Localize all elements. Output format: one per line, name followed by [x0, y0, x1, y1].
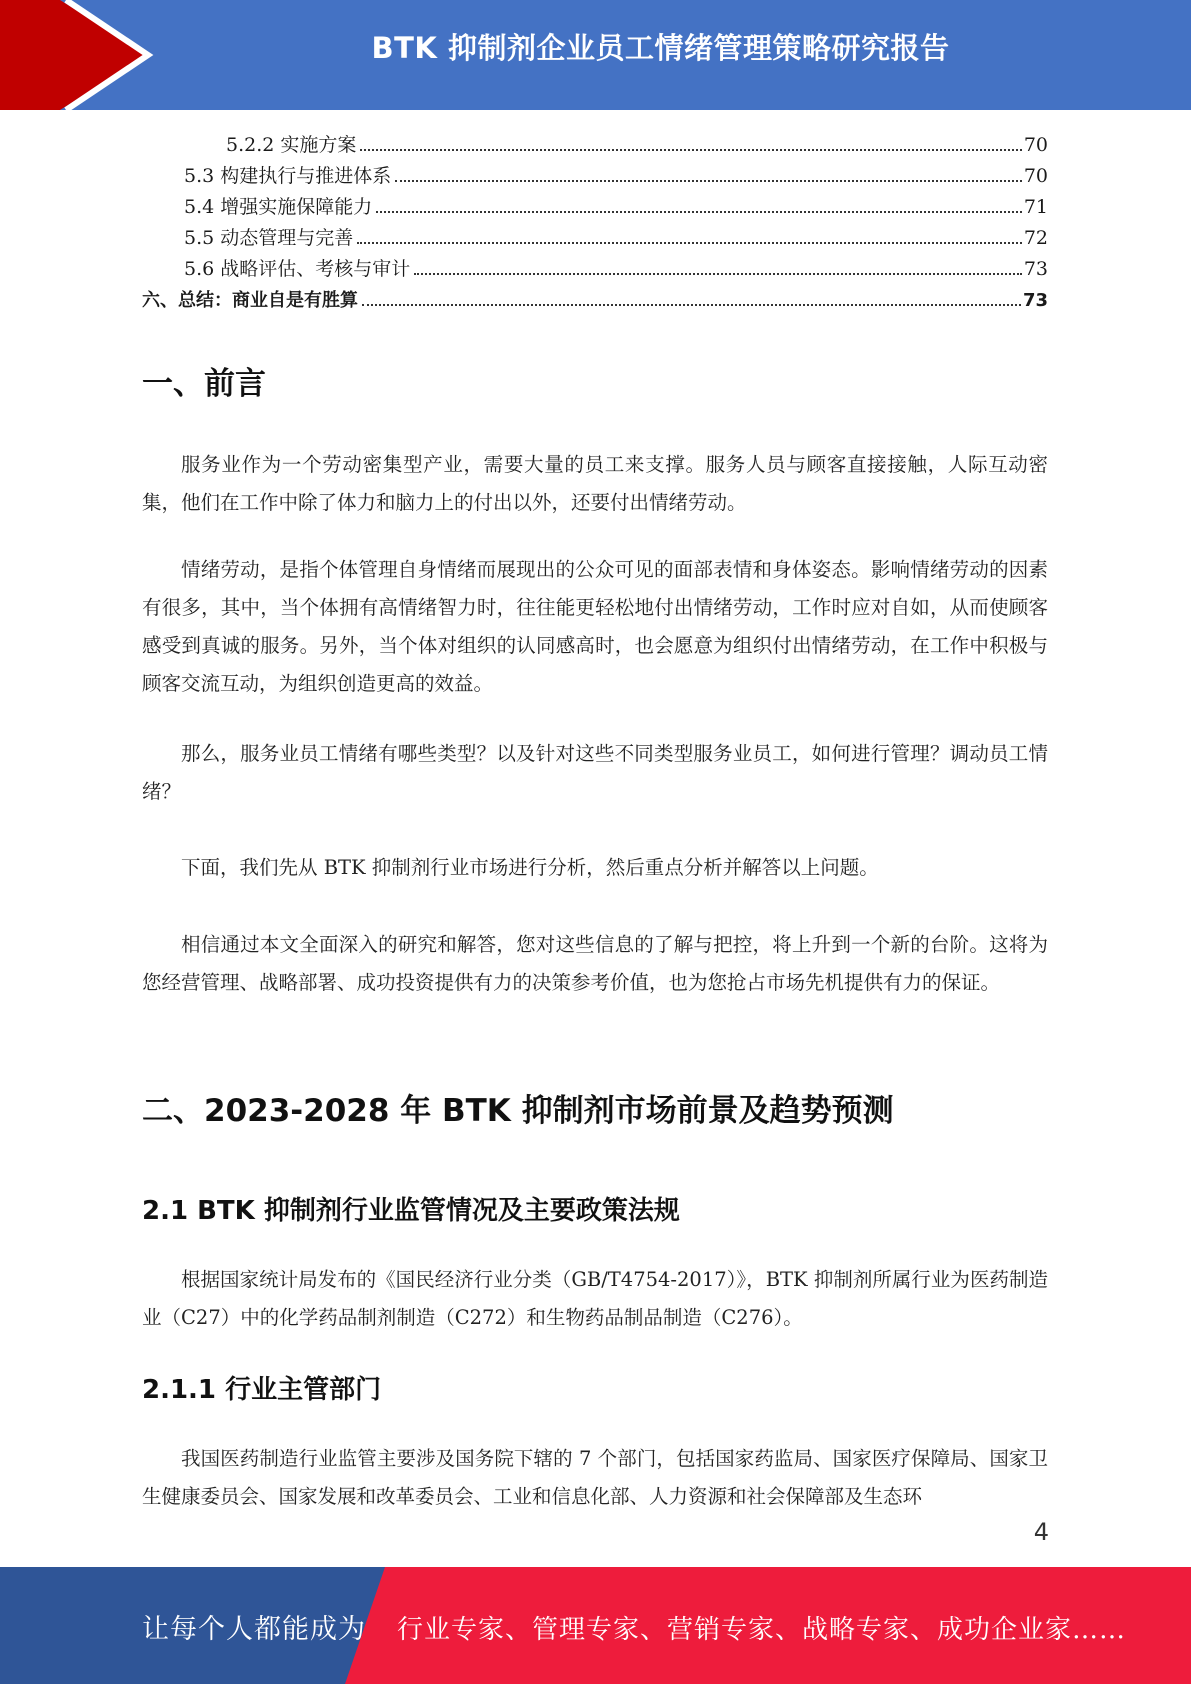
toc-entry[interactable]: [142, 130, 1048, 161]
paragraph: 根据国家统计局发布的《国民经济行业分类（GB/T4754-2017）》，BTK 抑制剂所属行业为医药制造业（C27）中的化学药品制剂制造（C272）和生物药品制品制造（C276）。: [142, 1268, 1048, 1329]
toc-entry[interactable]: [142, 254, 1048, 285]
page-header: [0, 0, 1191, 110]
toc-leader-dots: [414, 272, 1022, 275]
toc-entry-label: 5.3 构建执行与推进体系: [184, 165, 392, 187]
section-heading-market-outlook: 二、2023-2028 年 BTK 抑制剂市场前景及趋势预测: [142, 1093, 894, 1129]
toc-entry-page: 73: [1023, 258, 1048, 280]
toc-entry-label: 5.5 动态管理与完善: [184, 227, 354, 249]
toc-entry[interactable]: [142, 223, 1048, 254]
toc-entry-page: 72: [1023, 227, 1048, 249]
section-heading-preface: 一、前言: [142, 366, 266, 402]
subsection-heading-regulation: 2.1 BTK 抑制剂行业监管情况及主要政策法规: [142, 1196, 680, 1226]
toc-leader-dots: [376, 210, 1022, 213]
toc-entry-label: 5.2.2 实施方案: [226, 134, 357, 156]
toc-entry[interactable]: [142, 192, 1048, 223]
toc-leader-dots: [395, 179, 1022, 182]
toc-leader-dots: [360, 148, 1021, 151]
page-number: 4: [1033, 1518, 1049, 1546]
toc-entry-label: 5.6 战略评估、考核与审计: [184, 258, 411, 280]
toc-entry-page: 73: [1022, 290, 1048, 311]
footer-slogan-right: 行业专家、管理专家、营销专家、战略专家、成功企业家……: [397, 1615, 1127, 1645]
report-title: BTK 抑制剂企业员工情绪管理策略研究报告: [371, 31, 950, 65]
paragraph: 那么，服务业员工情绪有哪些类型？以及针对这些不同类型服务业员工，如何进行管理？调动员工情绪？: [142, 742, 1048, 803]
toc-entry-page: 70: [1023, 134, 1048, 156]
toc-entry[interactable]: [142, 161, 1048, 192]
page-footer: [0, 1567, 1191, 1684]
subsection-heading-authorities: 2.1.1 行业主管部门: [142, 1375, 382, 1405]
toc-leader-dots: [357, 241, 1022, 244]
footer-slogan-left: 让每个人都能成为: [142, 1614, 366, 1645]
toc-entry-page: 70: [1023, 165, 1048, 187]
table-of-contents: [142, 130, 1048, 316]
toc-entry-label: 六、总结：商业自是有胜算: [142, 290, 358, 311]
paragraph: 我国医药制造行业监管主要涉及国务院下辖的 7 个部门，包括国家药监局、国家医疗保障局、国家卫生健康委员会、国家发展和改革委员会、工业和信息化部、人力资源和社会保障部及生态环: [142, 1447, 1048, 1508]
paragraph: 下面，我们先从 BTK 抑制剂行业市场进行分析，然后重点分析并解答以上问题。: [181, 856, 879, 879]
toc-entry-page: 71: [1023, 196, 1048, 218]
paragraph: 服务业作为一个劳动密集型产业，需要大量的员工来支撑。服务人员与顾客直接接触，人际互动密集，他们在工作中除了体力和脑力上的付出以外，还要付出情绪劳动。: [142, 453, 1048, 514]
toc-leader-dots: [362, 303, 1021, 306]
toc-entry[interactable]: [142, 285, 1048, 316]
paragraph: 相信通过本文全面深入的研究和解答，您对这些信息的了解与把控，将上升到一个新的台阶。这将为您经营管理、战略部署、成功投资提供有力的决策参考价值，也为您抢占市场先机提供有力的保证。: [142, 933, 1048, 994]
toc-entry-label: 5.4 增强实施保障能力: [184, 196, 373, 218]
paragraph: 情绪劳动，是指个体管理自身情绪而展现出的公众可见的面部表情和身体姿态。影响情绪劳动的因素有很多，其中，当个体拥有高情绪智力时，往往能更轻松地付出情绪劳动，工作时应对自如，从而使顾客感受到真诚的服务。另外，当个体对组织的认同感高时，也会愿意为组织付出情绪劳动，在工作中积极与顾客交流互动，为组织创造更高的效益。: [142, 558, 1048, 695]
